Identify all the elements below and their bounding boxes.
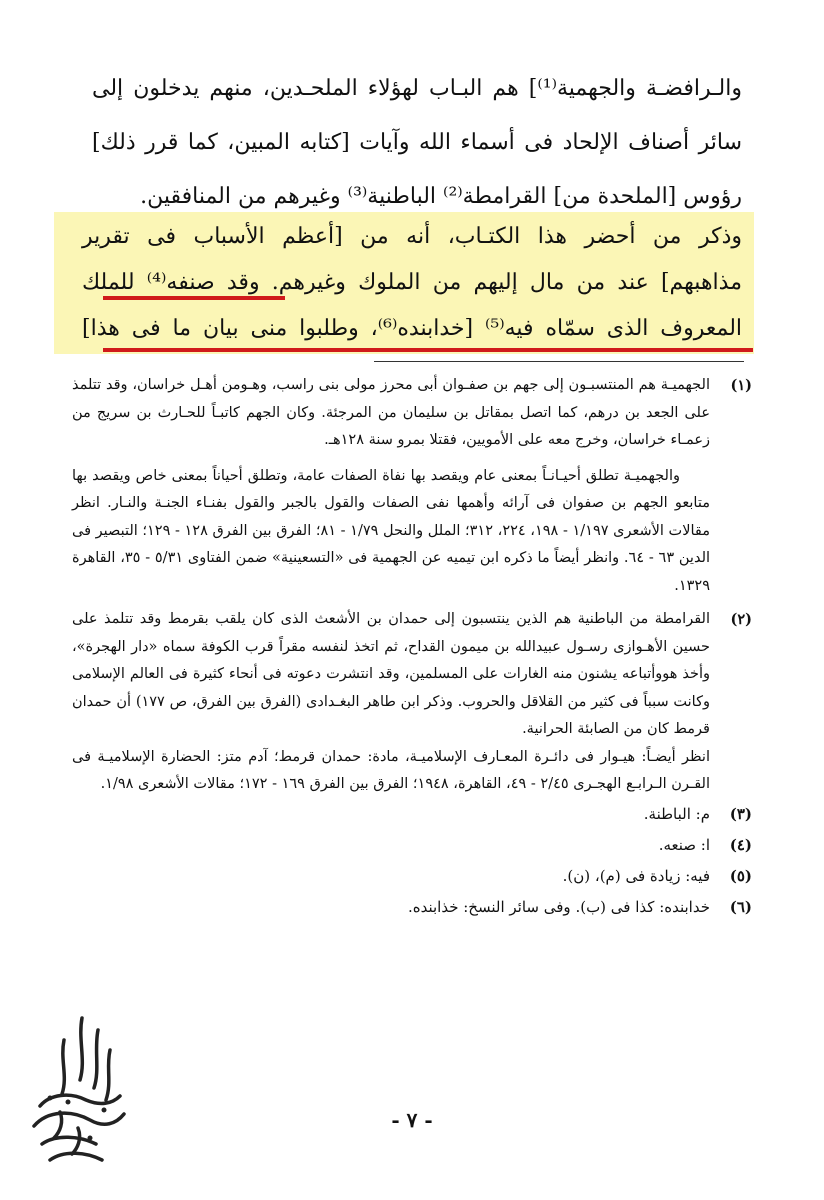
footnote-number: (١)	[730, 377, 752, 394]
footnote-number: (٢)	[730, 611, 752, 628]
footnote-text: فيه: زيادة فى (م)، (ن).	[562, 866, 710, 885]
footnote-text: القرامطة من الباطنية هم الذين ينتسبون إلى حمدان بن الأشعث الذى كان يلقب بقرمط وقد تتلمذ على حسين الأهـوازى رسـول عبيدالله بن ميمون القداح، ثم اتخذ لنفسه مقراً قرب الكوفة سماه «دار الهجرة»، وأخذ هووأتباعه يشنون منه الغارات على المسلمين، وقد انتشرت دعوته فى أنحاء كثيرة فى العالم الإسلامى وكانت سبباً فى كثير من القلاقل والحروب. وذكر ابن طاهر البغـدادى (الفرق بين الفرق، ص ١٧٧) أن حمدان قرمط كان من الصابئة الحرانية.	[72, 611, 710, 737]
footnote-6	[72, 892, 752, 923]
footnote-number: (٣)	[729, 804, 752, 823]
calligraphy-signature	[20, 1010, 130, 1170]
footnote-4	[72, 830, 752, 861]
footnote-text: م: الباطنة.	[643, 804, 710, 823]
footnote-5	[72, 861, 752, 892]
footnote-separator	[374, 361, 744, 362]
main-text-line-3: رؤوس [الملحدة من] القرامطة⁽²⁾ الباطنية⁽³⁾ وغيرهم من المنافقين.	[140, 184, 742, 209]
footnote-text: ا: صنعه.	[658, 835, 710, 854]
footnote-text: انظر أيضـاً: هيـوار فى دائـرة المعـارف الإسلاميـة، مادة: حمدان قرمط؛ آدم متز: الحضارة الإسلاميـة فى القـرن الـرابـع الهجـرى ٢/٤٥ - ٤٩، القاهرة، ١٩٤٨؛ الفرق بين الفرق ١٦٩ - ١٧٢؛ مقالات الأشعرى ١/٩٨.	[72, 748, 710, 792]
page-number: - ٧ -	[391, 1108, 433, 1132]
footnote-text: خدابنده: كذا فى (ب). وفى سائر النسخ: خذابنده.	[407, 897, 710, 916]
footnote-number: (٦)	[729, 897, 752, 916]
footnote-number: (٥)	[729, 866, 752, 885]
footnote-number: (٤)	[729, 835, 752, 854]
footnote-2	[72, 606, 752, 799]
footnote-text: والجهميـة تطلق أحيـانـاً بمعنى عام ويقصد بها نفاة الصفات عامة، وتطلق أحياناً بمعنى خاص ويقصد بها متابعو الجهم بن صفوان فى آرائه وأهمها نفى الصفات والقول بالجبر والقول بفنـاء الجنـة والنـار. انظر مقالات الأشعرى ١/١٩٧ - ١٩٨، ٢٢٤، ٣١٢؛ الملل والنحل ١/٧٩ - ٨١؛ الفرق بين الفرق ١٢٨ - ١٢٩؛ التبصير فى الدين ٦٣ - ٦٤. وانظر أيضاً ما ذكره ابن تيميه عن الجهمية فى «التسعينية» ضمن الفتاوى ٥/٣١ - ٣٥، القاهرة ١٣٢٩.	[72, 467, 711, 594]
highlighted-line-2: مذاهبهم] عند من مال إليهم من الملوك وغيرهم. وقد صنفه⁽⁴⁾ للملك	[82, 270, 742, 295]
footnotes	[72, 372, 752, 923]
main-text-line-1: والـرافضـة والجهمية⁽¹⁾] هم البـاب لهؤلاء الملحـدين، منهم يدخلون إلى	[92, 76, 742, 101]
main-text-line-2: سائر أصناف الإلحاد فى أسماء الله وآيات [كتابه المبين، كما قرر ذلك]	[92, 130, 742, 155]
highlighted-line-3: المعروف الذى سمّاه فيه⁽⁵⁾ [خدابنده⁽⁶⁾، وطلبوا منى بيان ما فى هذا]	[82, 316, 743, 341]
red-underline-short	[103, 296, 285, 300]
footnote-1	[72, 372, 752, 600]
footnote-text: الجهميـة هم المنتسبـون إلى جهم بن صفـوان أبى محرز مولى بنى راسب، وهـومن أهـل خراسان، وقد تتلمذ على الجعد بن درهم، كما اتصل بمقاتل بن سليمان من المرجئة. وكان الجهم كاتبـاً للحـارث بن سريج من زعمـاء خراسان، وخرج معه على الأمويين، فقتلا بمرو سنة ١٢٨هـ.	[72, 377, 710, 448]
red-underline-long	[103, 348, 753, 352]
main-text	[92, 62, 742, 224]
footnote-3	[72, 799, 752, 830]
highlighted-line-1: وذكر من أحضر هذا الكتـاب، أنه من [أعظم الأسباب فى تقرير	[82, 224, 742, 249]
highlighted-text	[82, 214, 742, 352]
